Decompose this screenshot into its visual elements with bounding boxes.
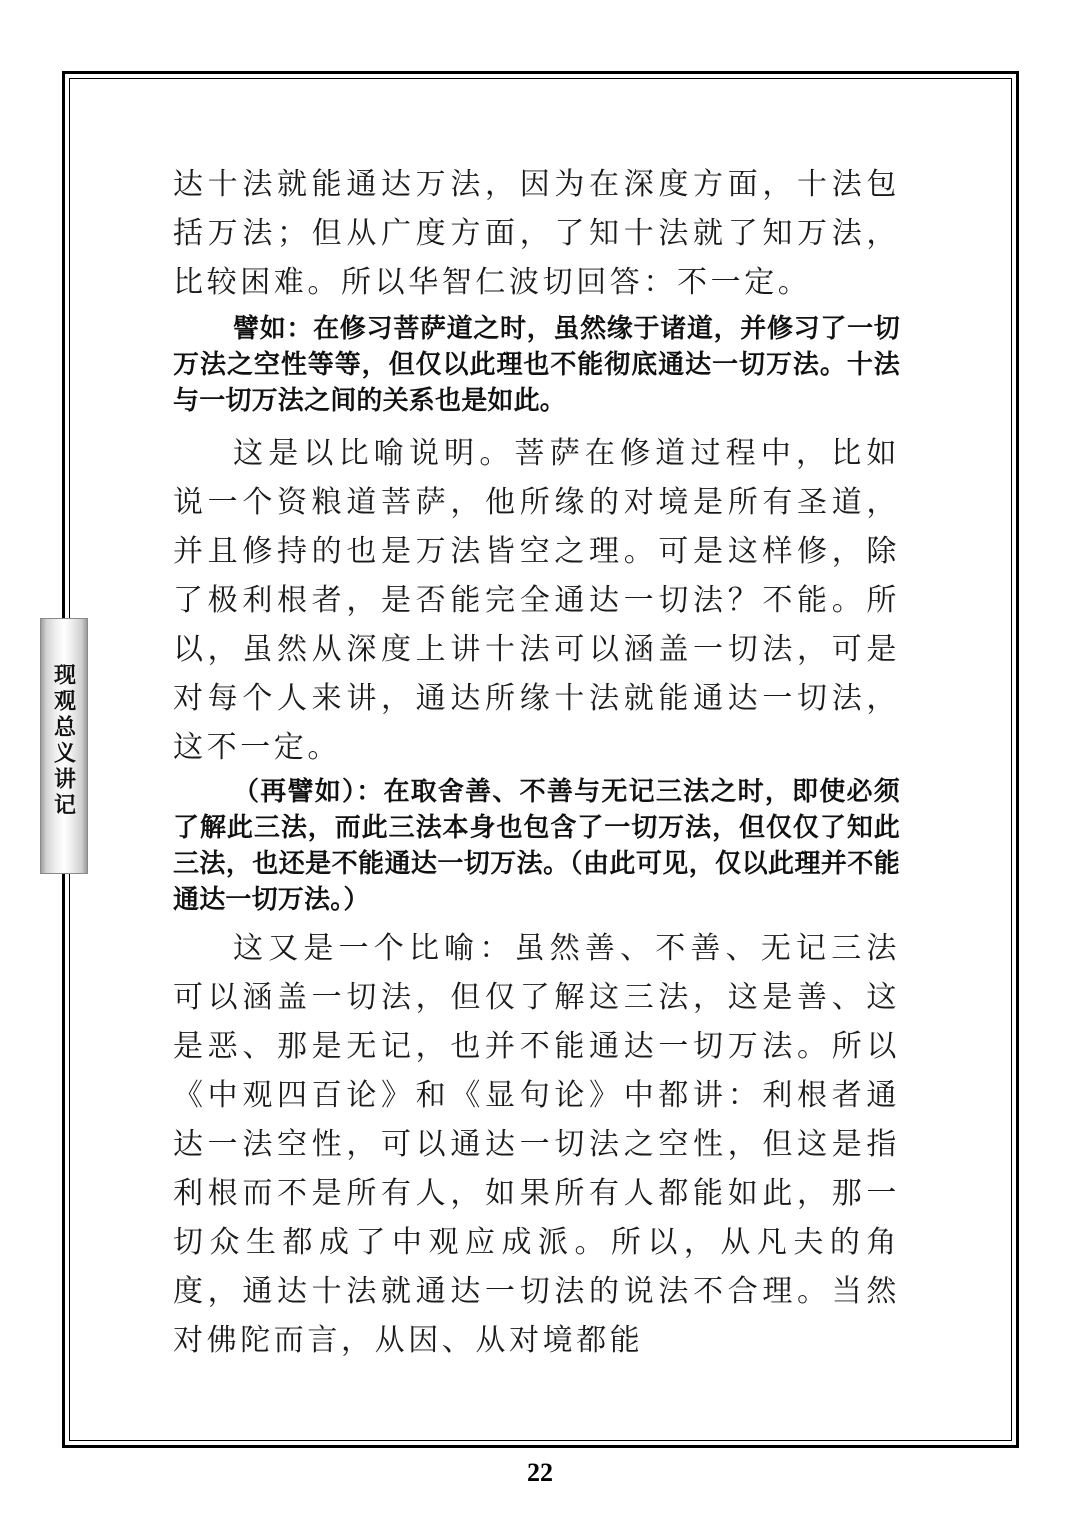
page-number: 22	[527, 1458, 553, 1487]
root-text-paragraph: （再譬如）：在取舍善、不善与无记三法之时，即使必须了解此三法，而此三法本身也包含了一切万法，但仅仅了知此三法，也还是不能通达一切万法。（由此可见，仅以此理并不能通达一切万法。）	[173, 777, 900, 915]
commentary-paragraph: 达十法就能通达万法，因为在深度方面，十法包括万法；但从广度方面，了知十法就了知万法，比较困难。所以华智仁波切回答：不一定。	[173, 167, 900, 300]
side-title-tab	[40, 618, 88, 874]
commentary-paragraph: 这又是一个比喻：虽然善、不善、无记三法可以涵盖一切法，但仅了解这三法，这是善、这是恶、那是无记，也并不能通达一切万法。所以《中观四百论》和《显句论》中都讲：利根者通达一法空性，可以通达一切法之空性，但这是指利根而不是所有人，如果所有人都能如此，那一切众生都成了中观应成派。所以，从凡夫的角度，通达十法就通达一切法的说法不合理。当然对佛陀而言，从因、从对境都能	[173, 931, 900, 1358]
page-body	[173, 160, 900, 1365]
side-title-text: 现观总义讲记	[50, 663, 77, 819]
root-text-paragraph: 譬如：在修习菩萨道之时，虽然缘于诸道，并修习了一切万法之空性等等，但仅以此理也不能彻底通达一切万法。十法与一切万法之间的关系也是如此。	[173, 314, 900, 416]
commentary-paragraph: 这是以比喻说明。菩萨在修道过程中，比如说一个资粮道菩萨，他所缘的对境是所有圣道，并且修持的也是万法皆空之理。可是这样修，除了极利根者，是否能完全通达一切法？不能。所以，虽然从深度上讲十法可以涵盖一切法，可是对每个人来讲，通达所缘十法就能通达一切法，这不一定。	[173, 436, 900, 765]
